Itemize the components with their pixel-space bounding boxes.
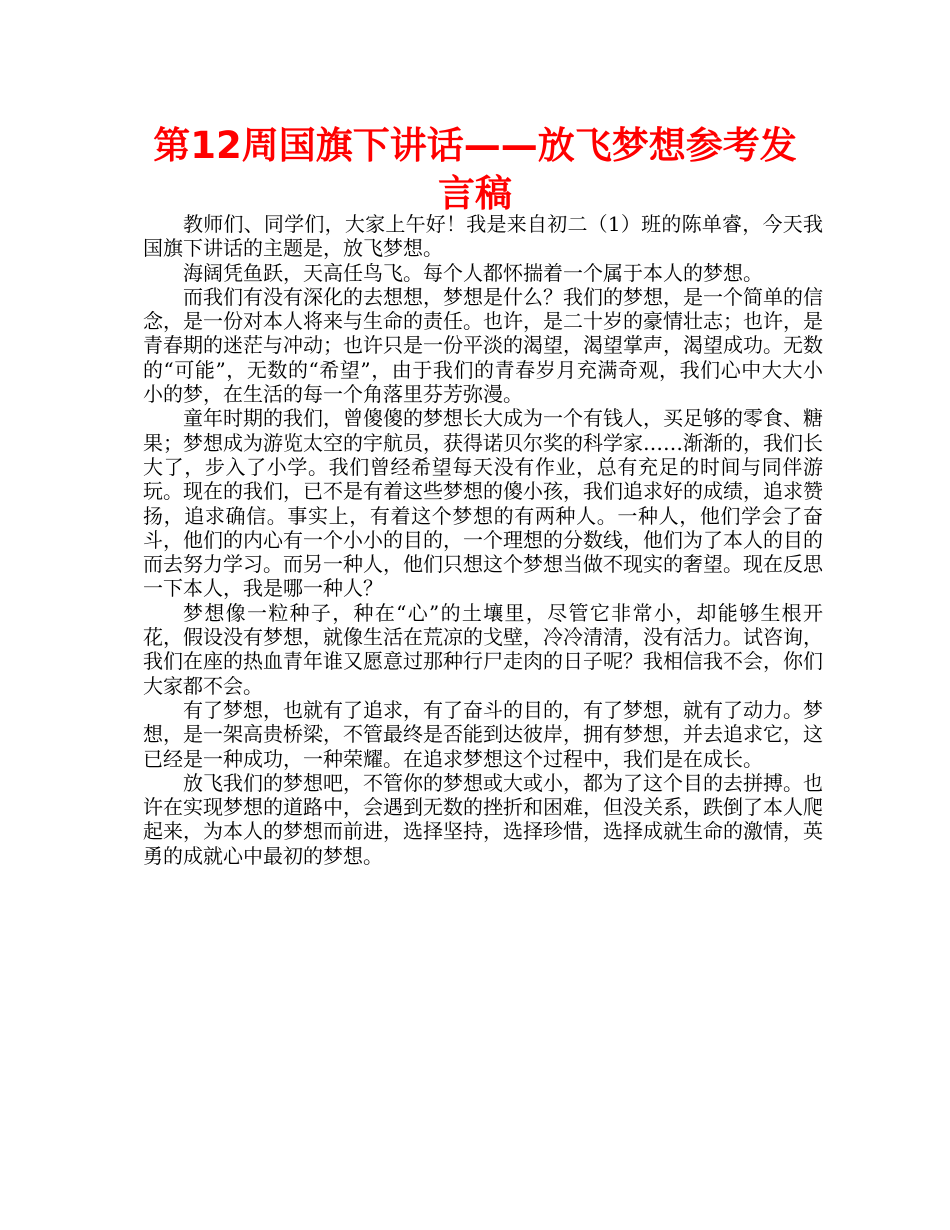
paragraph-6: 有了梦想，也就有了追求，有了奋斗的目的，有了梦想，就有了动力。梦想，是一架高贵桥梁，不管最终是否能到达彼岸，拥有梦想，并去追求它，这已经是一种成功，一种荣耀。在追求梦想这个过程中，我们是在成长。 bbox=[143, 697, 823, 771]
paragraph-3: 而我们有没有深化的去想想，梦想是什么？我们的梦想，是一个简单的信念，是一份对本人将来与生命的责任。也许，是二十岁的豪情壮志；也许，是青春期的迷茫与冲动；也许只是一份平淡的渴望，渴望掌声，渴望成功。无数的“可能”，无数的“希望”，由于我们的青春岁月充满奇观，我们心中大大小小的梦，在生活的每一个角落里芬芳弥漫。 bbox=[143, 284, 823, 407]
paragraph-2: 海阔凭鱼跃，天高任鸟飞。每个人都怀揣着一个属于本人的梦想。 bbox=[183, 260, 763, 285]
paragraph-5: 梦想像一粒种子，种在“心”的土壤里，尽管它非常小，却能够生根开花，假设没有梦想，就像生活在荒凉的戈壁，冷冷清清，没有活力。试咨询，我们在座的热血青年谁又愿意过那种行尸走肉的日子呢？我相信我不会，你们大家都不会。 bbox=[143, 600, 823, 698]
document-title: 第12周国旗下讲话——放飞梦想参考发言稿 bbox=[153, 124, 797, 215]
paragraph-7: 放飞我们的梦想吧，不管你的梦想或大或小，都为了这个目的去拼搏。也许在实现梦想的道路中，会遇到无数的挫折和困难，但没关系，跌倒了本人爬起来，为本人的梦想而前进，选择坚持，选择珍惜，选择成就生命的激情，英勇的成就心中最初的梦想。 bbox=[143, 770, 823, 868]
paragraph-4: 童年时期的我们，曾傻傻的梦想长大成为一个有钱人，买足够的零食、糖果；梦想成为游览太空的宇航员，获得诺贝尔奖的科学家……渐渐的，我们长大了，步入了小学。我们曾经希望每天没有作业，总有充足的时间与同伴游玩。现在的我们，已不是有着这些梦想的傻小孩，我们追求好的成绩，追求赞扬，追求确信。事实上，有着这个梦想的有两种人。一种人，他们学会了奋斗，他们的内心有一个小小的目的，一个理想的分数线，他们为了本人的目的而去努力学习。而另一种人，他们只想这个梦想当做不现实的奢望。现在反思一下本人，我是哪一种人？ bbox=[143, 406, 823, 601]
document-body bbox=[143, 212, 823, 868]
paragraph-1: 教师们、同学们，大家上午好！我是来自初二（1）班的陈单睿，今天我国旗下讲话的主题是，放飞梦想。 bbox=[143, 212, 823, 261]
